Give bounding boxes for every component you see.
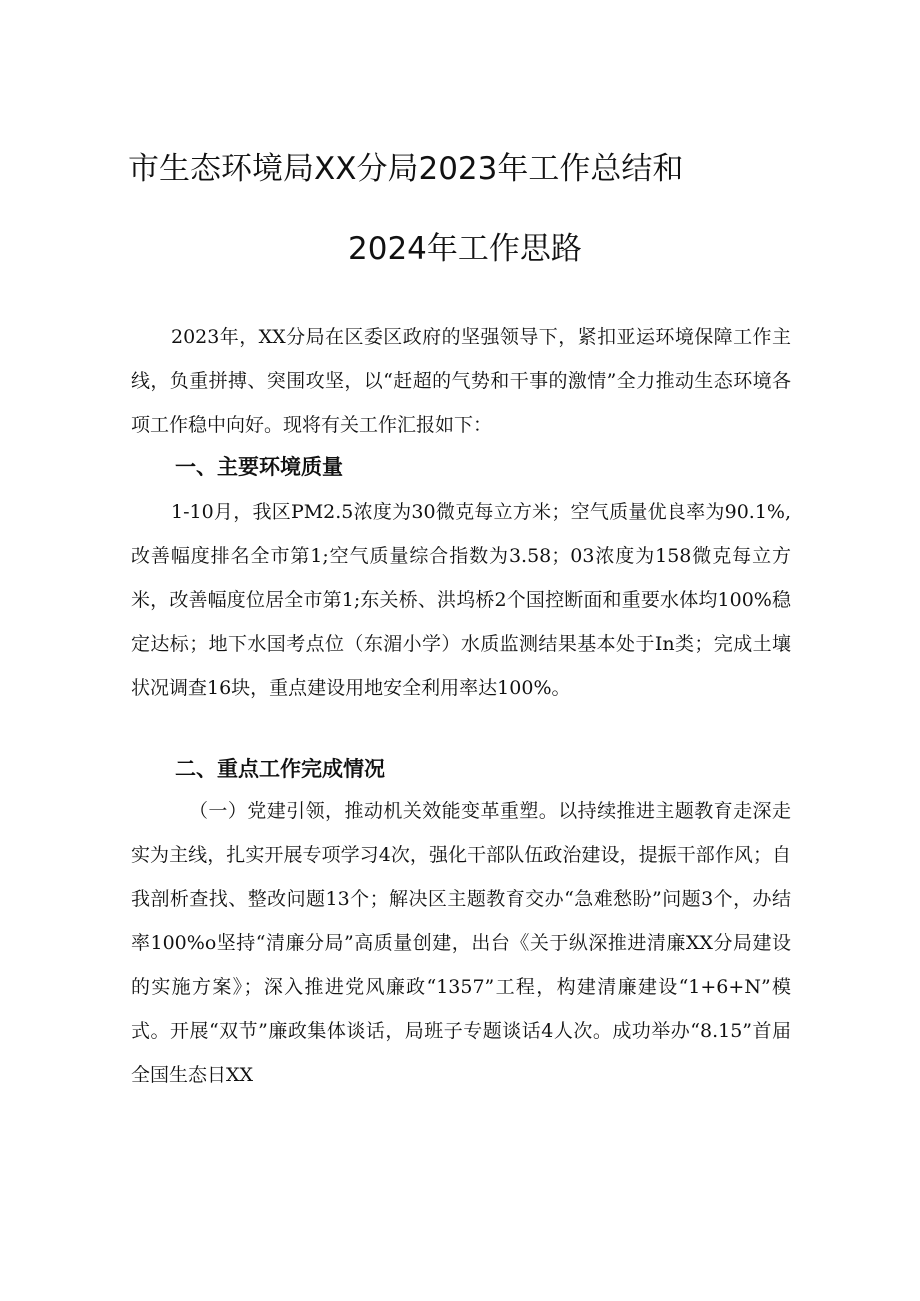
- document-title-line-1: 市生态环境局XX分局2023年工作总结和: [128, 151, 684, 187]
- paragraph-environment-quality: 1-10月，我区PM2.5浓度为30微克每立方米；空气质量优良率为90.1%,改善幅度排名全市第1;空气质量综合指数为3.58；03浓度为158微克每立方米，改善幅度位居全市第1;东关桥、洪坞桥2个国控断面和重要水体均100%稳定达标；地下水国考点位（东湄小学）水质监测结果基本处于In类；完成土壤状况调查16块，重点建设用地安全利用率达100%。: [131, 501, 791, 699]
- paragraph-intro: 2023年，XX分局在区委区政府的坚强领导下，紧扣亚运环境保障工作主线，负重拼搏、突围攻坚，以“赶超的气势和干事的激情”全力推动生态环境各项工作稳中向好。现将有关工作汇报如下：: [131, 326, 791, 436]
- document-title-line-2: 2024年工作思路: [348, 231, 582, 267]
- paragraph-party-building: （一）党建引领，推动机关效能变革重塑。以持续推进主题教育走深走实为主线，扎实开展专项学习4次，强化干部队伍政治建设，提振干部作风；自我剖析查找、整改问题13个；解决区主题教育交办“急难愁盼”问题3个，办结率100%o坚持“清廉分局”高质量创建，出台《关于纵深推进清廉XX分局建设的实施方案》；深入推进党风廉政“1357”工程，构建清廉建设“1+6+N”模式。开展“双节”廉政集体谈话，局班子专题谈话4人次。成功举办“8.15”首届全国生态日XX: [131, 800, 791, 1086]
- section-heading-environment-quality: 一、主要环境质量: [175, 455, 343, 479]
- section-heading-key-work: 二、重点工作完成情况: [175, 757, 385, 781]
